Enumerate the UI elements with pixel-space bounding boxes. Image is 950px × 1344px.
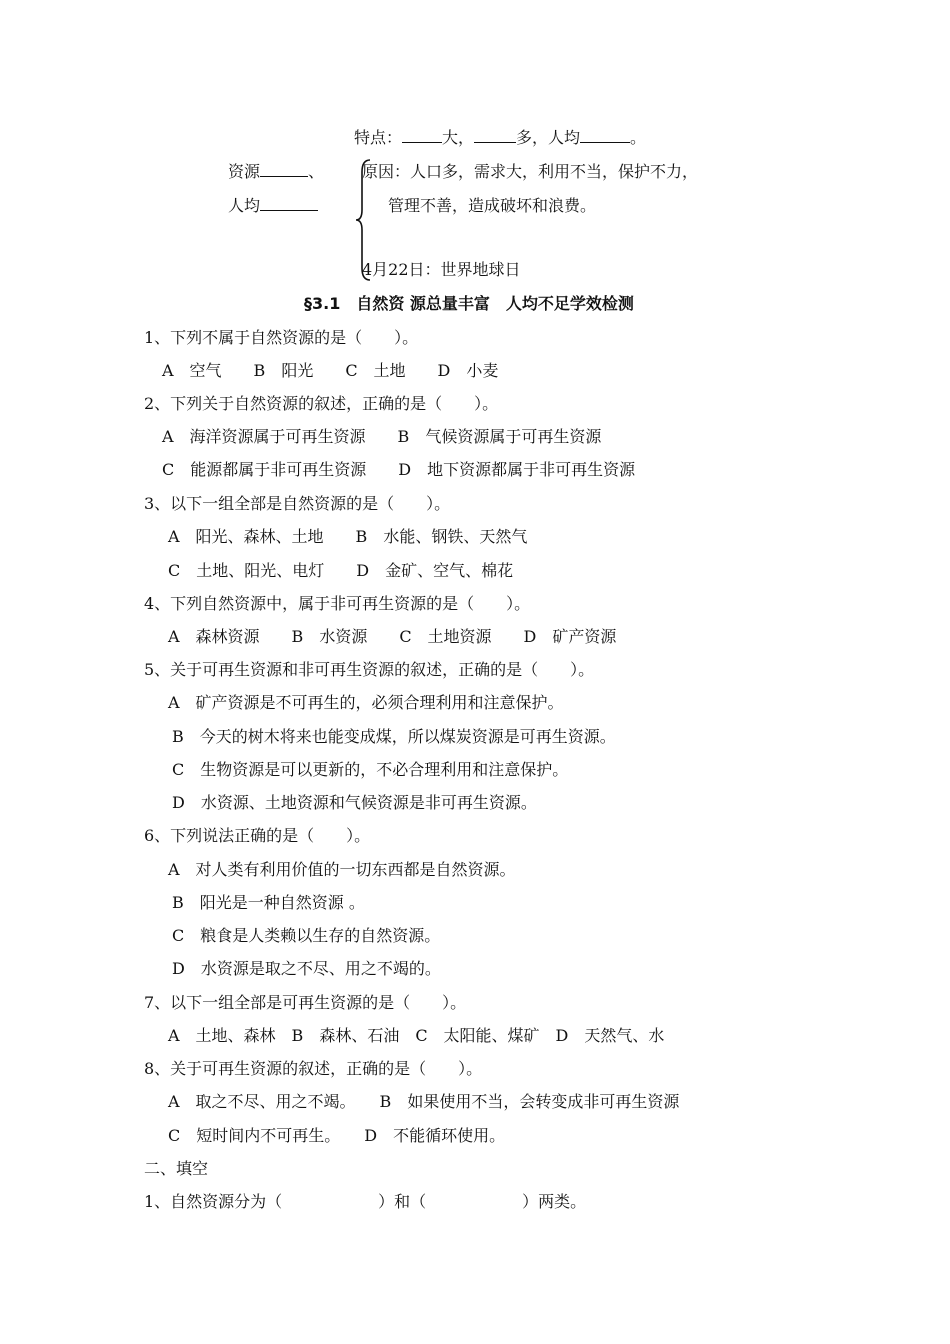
feature-end: 。: [630, 128, 647, 147]
question-3-options-a: A 阳光、森林、土地 B 水能、钢铁、天然气: [168, 527, 528, 546]
question-6-stem: 6、下列说法正确的是（ ）。: [144, 826, 371, 845]
earth-day-line: 4月22日：世界地球日: [362, 260, 521, 279]
question-1-options: A 空气 B 阳光 C 土地 D 小麦: [162, 361, 499, 380]
left-line2-text: 人均: [228, 196, 261, 215]
question-6-option-c: C 粮食是人类赖以生存的自然资源。: [172, 926, 441, 945]
question-5-option-d: D 水资源、土地资源和气候资源是非可再生资源。: [172, 793, 537, 812]
question-6-option-d: D 水资源是取之不尽、用之不竭的。: [172, 959, 441, 978]
blank: [260, 196, 318, 211]
feature-line: [354, 128, 646, 148]
question-1-stem: 1、下列不属于自然资源的是（ ）。: [144, 328, 419, 347]
left-line-1: [228, 162, 324, 182]
question-2-options-a: A 海洋资源属于可再生资源 B 气候资源属于可再生资源: [162, 427, 602, 446]
left-line1-text: 资源: [228, 162, 261, 181]
reason-line-1: 原因：人口多，需求大，利用不当，保护不力，: [362, 162, 699, 181]
blank: [474, 128, 516, 143]
question-3-stem: 3、以下一组全部是自然资源的是（ ）。: [144, 494, 451, 513]
question-4-stem: 4、下列自然资源中，属于非可再生资源的是（ ）。: [144, 594, 531, 613]
blank: [260, 162, 308, 177]
blank: [402, 128, 442, 143]
fill-question-1: 1、自然资源分为（ ）和（ ）两类。: [144, 1192, 587, 1211]
question-7-options: A 土地、森林 B 森林、石油 C 太阳能、煤矿 D 天然气、水: [168, 1026, 665, 1045]
question-8-options-a: A 取之不尽、用之不竭。 B 如果使用不当，会转变成非可再生资源: [168, 1092, 680, 1111]
feature-mid1: 大，: [442, 128, 475, 147]
question-5-option-a: A 矿产资源是不可再生的，必须合理利用和注意保护。: [168, 693, 564, 712]
left-line-2: [228, 196, 318, 216]
question-5-stem: 5、关于可再生资源和非可再生资源的叙述，正确的是（ ）。: [144, 660, 595, 679]
question-5-option-c: C 生物资源是可以更新的，不必合理利用和注意保护。: [172, 760, 569, 779]
question-5-option-b: B 今天的树木将来也能变成煤，所以煤炭资源是可再生资源。: [172, 727, 616, 746]
question-2-stem: 2、下列关于自然资源的叙述，正确的是（ ）。: [144, 394, 499, 413]
question-4-options: A 森林资源 B 水资源 C 土地资源 D 矿产资源: [168, 627, 617, 646]
blank: [580, 128, 630, 143]
question-6-option-a: A 对人类有利用价值的一切东西都是自然资源。: [168, 860, 516, 879]
question-8-stem: 8、关于可再生资源的叙述，正确的是（ ）。: [144, 1059, 483, 1078]
page-title: §3.1 自然资 源总量丰富 人均不足学效检测: [304, 294, 634, 313]
question-8-options-b: C 短时间内不可再生。 D 不能循环使用。: [168, 1126, 506, 1145]
feature-mid2: 多，人均: [516, 128, 581, 147]
feature-prefix: 特点：: [354, 128, 403, 147]
question-7-stem: 7、以下一组全部是可再生资源的是（ ）。: [144, 993, 467, 1012]
section-heading: 二、填空: [144, 1159, 209, 1178]
question-3-options-b: C 土地、阳光、电灯 D 金矿、空气、棉花: [168, 561, 514, 580]
question-6-option-b: B 阳光是一种自然资源 。: [172, 893, 365, 912]
question-2-options-b: C 能源都属于非可再生资源 D 地下资源都属于非可再生资源: [162, 460, 636, 479]
reason-line-2: 管理不善，造成破坏和浪费。: [388, 196, 597, 215]
left-line1-end: 、: [308, 162, 325, 181]
